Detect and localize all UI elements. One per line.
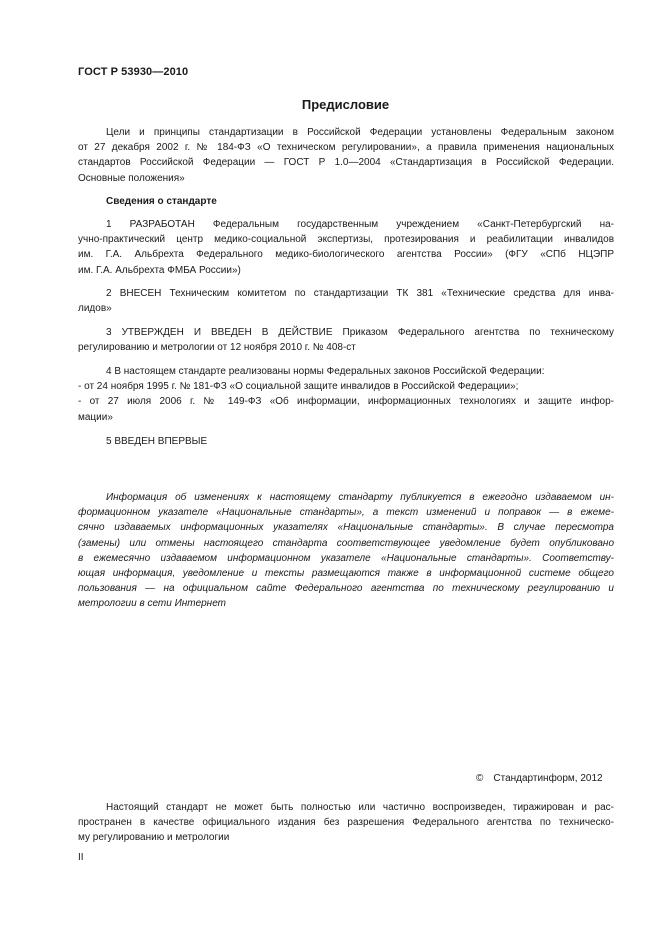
item-approved xyxy=(78,325,614,355)
text-line: Цели и принципы стандартизации в Российской Федерации установлены Федеральным законом xyxy=(106,127,614,138)
text-line: метрологии в сети Интернет xyxy=(78,598,226,610)
text-line: им. Г.А. Альбрехта ФМБА России») xyxy=(78,264,241,276)
text-line: Информация об изменениях к настоящему стандарту публикуется в ежегодно издаваемом ин- xyxy=(106,492,614,503)
item-developed xyxy=(78,217,614,278)
copyright-text: Стандартинформ, 2012 xyxy=(493,773,603,784)
text-line: 3 УТВЕРЖДЕН И ВВЕДЕН В ДЕЙСТВИЕ Приказом Федерального агентства по техническому xyxy=(106,327,614,338)
text-line: 2 ВНЕСЕН Техническим комитетом по стандартизации ТК 381 «Технические средства для инва- xyxy=(106,288,614,299)
text-line: от 27 декабря 2002 г. № 184-ФЗ «О техническом регулировании», а правила применения национальных xyxy=(78,142,614,154)
text-line: - от 27 июля 2006 г. № 149-ФЗ «Об информации, информационных технологиях и защите инфор- xyxy=(78,396,614,408)
page-number: II xyxy=(78,852,84,863)
text-line: лидов» xyxy=(78,303,112,315)
text-line: Основные положения» xyxy=(78,172,185,184)
item-laws xyxy=(78,364,614,425)
intro-paragraph xyxy=(78,125,614,186)
text-line: стандартов Российской Федерации — ГОСТ Р 1.0—2004 «Стандартизация в Российской Федерации. xyxy=(78,157,614,169)
text-line: пользования — на официальном сайте Федерального агентства по техническому регулированию и xyxy=(78,583,614,595)
item-introduced xyxy=(78,286,614,316)
text-line: му регулированию и метрологии xyxy=(78,832,230,844)
text-line: им. Г.А. Альбрехта Федерального медико-биологического агентства России» (ФГУ «СПб НЦЭПР xyxy=(78,249,614,261)
text-line: Настоящий стандарт не может быть полностью или частично воспроизведен, тиражирован и рас- xyxy=(106,802,614,813)
item-first-introduced: 5 ВВЕДЕН ВПЕРВЫЕ xyxy=(106,436,208,447)
section-heading: Сведения о стандарте xyxy=(106,196,217,207)
page-title: Предисловие xyxy=(301,97,390,112)
text-line: мации» xyxy=(78,411,113,423)
text-line: 1 РАЗРАБОТАН Федеральным государственным учреждением «Санкт-Петербургский на- xyxy=(106,219,614,230)
document-number: ГОСТ Р 53930—2010 xyxy=(78,66,189,78)
copyright-line xyxy=(476,773,603,784)
text-line: (замены) или отмены настоящего стандарта соответствующее уведомление будет опубликовано xyxy=(78,537,614,549)
text-line: регулированию и метрологии от 12 ноября 2010 г. № 408-ст xyxy=(78,342,356,354)
text-line: учно-практический центр медико-социальной экспертизы, протезирования и реабилитации инвалидов xyxy=(78,234,614,246)
text-line: 4 В настоящем стандарте реализованы нормы Федеральных законов Российской Федерации: xyxy=(106,366,545,377)
text-line: пространен в качестве официального издания без разрешения Федерального агентства по техническо- xyxy=(78,817,614,829)
text-line: сячно издаваемых информационных указателях «Национальные стандарты». В случае пересмотра xyxy=(78,522,614,534)
text-line: формационном указателе «Национальные стандарты», а текст изменений и поправок — в ежеме- xyxy=(78,507,614,519)
text-line: ющая информация, уведомление и тексты размещаются также в информационной системе общего xyxy=(78,568,614,580)
copyright-symbol: © xyxy=(476,773,484,784)
text-line: в ежемесячно издаваемом информационном указателе «Национальные стандарты». Соответству- xyxy=(78,552,614,564)
text-line: - от 24 ноября 1995 г. № 181-ФЗ «О социальной защите инвалидов в Российской Федерации»; xyxy=(78,381,519,393)
changes-notice xyxy=(78,490,614,612)
reproduction-notice xyxy=(78,800,614,846)
